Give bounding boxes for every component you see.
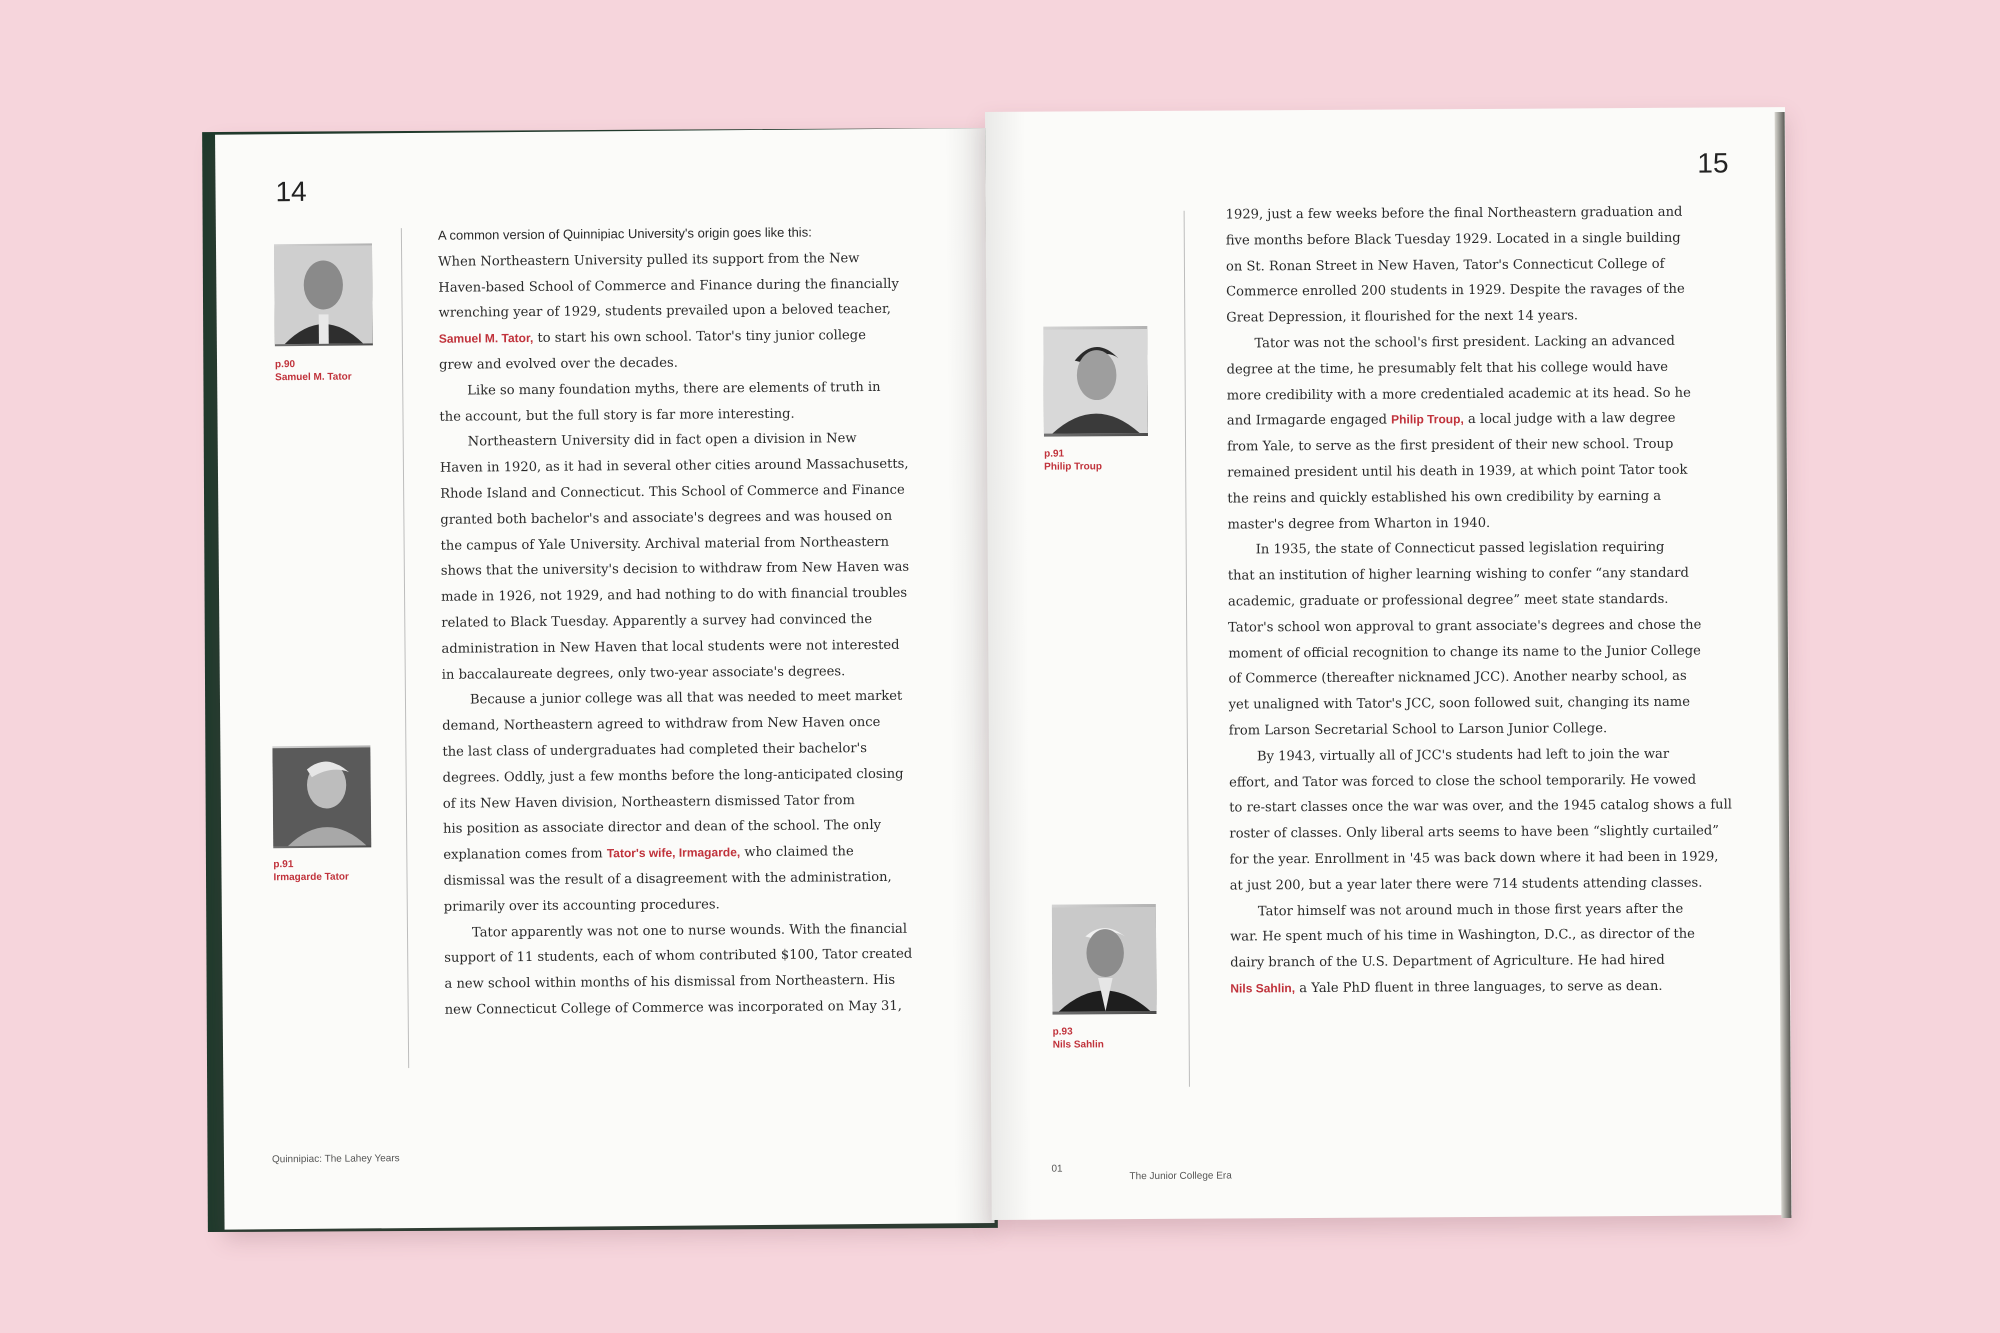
text-line: remained president until his death in 1939, at which point Tator took (1227, 462, 1688, 481)
caption-name: Irmagarde Tator (273, 871, 349, 884)
text-line: A common version of Quinnipiac University's origin goes like this: (437, 224, 812, 243)
text-line: dairy branch of the U.S. Department of Agriculture. He had hired (1230, 952, 1665, 971)
text-fragment: a local judge with a law degree (1463, 411, 1676, 428)
text-line: war. He spent much of his time in Washington, D.C., as director of the (1230, 926, 1695, 945)
portrait-nils-sahlin (1052, 904, 1157, 1015)
caption-name: Philip Troup (1044, 461, 1102, 473)
portrait-philip-troup (1043, 326, 1148, 437)
text-line: the last class of undergraduates had completed their bachelor's (442, 740, 867, 760)
text-line: shows that the university's decision to withdraw from New Haven was (440, 560, 910, 580)
text-line: new Connecticut College of Commerce was incorporated on May 31, (444, 998, 902, 1018)
caption-irmagarde-tator (273, 858, 349, 885)
text-line: five months before Black Tuesday 1929. Located in a single building (1225, 230, 1681, 249)
text-line: on St. Ronan Street in New Haven, Tator's Connecticut College of (1225, 256, 1665, 275)
text-line: Haven-based School of Commerce and Finance during the financially (438, 276, 899, 296)
text-line: Northeastern University did in fact open a division in New (467, 431, 857, 450)
text-line: the account, but the full story is far more interesting. (439, 406, 795, 425)
text-line: more credibility with a more credentialed academic at its head. So he (1226, 385, 1691, 404)
name-highlight: Samuel M. Tator, (438, 331, 534, 346)
text-line: roster of classes. Only liberal arts seems to have been “slightly curtailed” (1229, 823, 1719, 842)
text-line: degrees. Oddly, just a few months before the long-anticipated closing (442, 766, 904, 786)
text-line: at just 200, but a year later there were 714 students attending classes. (1229, 875, 1703, 894)
running-footer: The Junior College Era (1129, 1170, 1232, 1183)
text-line: to re-start classes once the war was over, and the 1945 catalog shows a full (1229, 797, 1733, 816)
caption-page-ref: p.90 (274, 359, 296, 371)
text-line: degree at the time, he presumably felt that his college would have (1226, 359, 1668, 378)
body-text (438, 219, 914, 1024)
gutter-shadow (985, 112, 1032, 1220)
text-line: dismissal was the result of a disagreement with the administration, (443, 869, 892, 889)
text-line: Great Depression, it flourished for the next 14 years. (1226, 308, 1579, 326)
text-line: In 1935, the state of Connecticut passed legislation requiring (1255, 540, 1665, 558)
text-line: Haven in 1920, as it had in several other cities around Massachusetts, (439, 456, 909, 476)
caption-philip-troup (1044, 447, 1102, 473)
left-page (215, 128, 995, 1230)
name-highlight: Nils Sahlin, (1230, 981, 1296, 996)
text-line: his position as associate director and dean of the school. The only (443, 818, 882, 838)
text-line: from Larson Secretarial School to Larson Junior College. (1228, 721, 1608, 739)
text-line: Rhode Island and Connecticut. This School of Commerce and Finance (440, 482, 905, 502)
portrait-samuel-tator (274, 243, 373, 346)
text-line: effort, and Tator was forced to close the school temporarily. He vowed (1229, 772, 1697, 791)
caption-page-ref: p.93 (1052, 1026, 1073, 1038)
text-line (439, 323, 908, 353)
text-line: Like so many foundation myths, there are elements of truth in (467, 379, 881, 399)
running-footer: Quinnipiac: The Lahey Years (271, 1153, 400, 1166)
text-line: When Northeastern University pulled its support from the New (438, 250, 860, 270)
portrait-irmagarde-tator (272, 745, 371, 848)
text-line: academic, graduate or professional degree” meet state standards. (1227, 591, 1669, 610)
text-line: from Yale, to serve as the first president of their new school. Troup (1227, 436, 1674, 455)
person-photo-icon (272, 745, 371, 848)
caption-nils-sahlin (1053, 1025, 1104, 1051)
text-line: a new school within months of his dismissal from Northeastern. His (444, 972, 896, 992)
text-fragment: and Irmagarde engaged (1226, 412, 1392, 429)
text-line: for the year. Enrollment in '45 was back down where it had been in 1929, (1229, 849, 1719, 868)
person-photo-icon (1043, 326, 1148, 437)
text-line: support of 11 students, each of whom contributed $100, Tator created (444, 946, 913, 967)
page-number: 14 (275, 175, 307, 208)
caption-page-ref: p.91 (1044, 448, 1065, 460)
text-line (1227, 406, 1730, 435)
text-line: Tator's school won approval to grant associate's degrees and chose the (1228, 617, 1702, 636)
text-line: related to Black Tuesday. Apparently a survey had convinced the (441, 611, 873, 631)
name-highlight: Philip Troup, (1391, 412, 1464, 427)
section-number: 01 (1051, 1163, 1063, 1175)
text-line: the reins and quickly established his own credibility by earning a (1227, 488, 1662, 507)
text-line: Tator was not the school's first president. Lacking an advanced (1254, 333, 1675, 352)
name-highlight: Tator's wife, Irmagarde, (606, 845, 741, 861)
page-number: 15 (1697, 147, 1729, 179)
text-line: 1929, just a few weeks before the final Northeastern graduation and (1225, 204, 1683, 223)
caption-name: Nils Sahlin (1052, 1039, 1104, 1051)
text-line: that an institution of higher learning wishing to confer “any standard (1227, 565, 1689, 584)
text-line: Tator apparently was not one to nurse wounds. With the financial (471, 921, 908, 941)
person-photo-icon (1052, 904, 1157, 1015)
caption-samuel-tator (275, 358, 352, 385)
text-line: in baccalaureate degrees, only two-year associate's degrees. (441, 663, 846, 683)
caption-page-ref: p.91 (273, 859, 294, 871)
column-rule (1184, 211, 1190, 1087)
body-text (1226, 199, 1734, 1002)
right-page (985, 107, 1792, 1220)
text-line: administration in New Haven that local students were not interested (441, 637, 900, 657)
text-line: yet unaligned with Tator's JCC, soon followed suit, changing its name (1228, 694, 1690, 713)
text-line: grew and evolved over the decades. (438, 355, 678, 373)
text-line: Commerce enrolled 200 students in 1929. Despite the ravages of the (1226, 282, 1685, 300)
column-rule (401, 228, 409, 1068)
text-line: the campus of Yale University. Archival material from Northeastern (440, 534, 890, 554)
text-line: of Commerce (thereafter nicknamed JCC). Another nearby school, as (1228, 669, 1687, 687)
text-line: demand, Northeastern agreed to withdraw from New Haven once (442, 715, 881, 734)
text-fragment: to start his own school. Tator's tiny junior college (533, 328, 866, 347)
text-line (1230, 973, 1733, 1002)
caption-name: Samuel M. Tator (275, 371, 352, 384)
text-line: primarily over its accounting procedures. (443, 897, 720, 915)
text-fragment: explanation comes from (443, 846, 607, 863)
text-line: moment of official recognition to change its name to the Junior College (1228, 643, 1701, 662)
text-line (443, 839, 912, 869)
text-fragment: who claimed the (740, 844, 854, 861)
text-line: made in 1926, not 1929, and had nothing to do with financial troubles (441, 585, 908, 605)
person-photo-icon (274, 243, 373, 346)
text-fragment: a Yale PhD fluent in three languages, to serve as dean. (1295, 978, 1663, 997)
text-line: Because a junior college was all that was needed to meet market (469, 689, 903, 708)
text-line: granted both bachelor's and associate's degrees and was housed on (440, 508, 893, 528)
text-line: of its New Haven division, Northeastern dismissed Tator from (442, 792, 855, 812)
text-line: By 1943, virtually all of JCC's students had left to join the war (1256, 746, 1670, 765)
text-line: master's degree from Wharton in 1940. (1227, 515, 1491, 533)
text-line: Tator himself was not around much in those first years after the (1257, 901, 1684, 919)
text-line: wrenching year of 1929, students prevailed upon a beloved teacher, (438, 302, 891, 322)
